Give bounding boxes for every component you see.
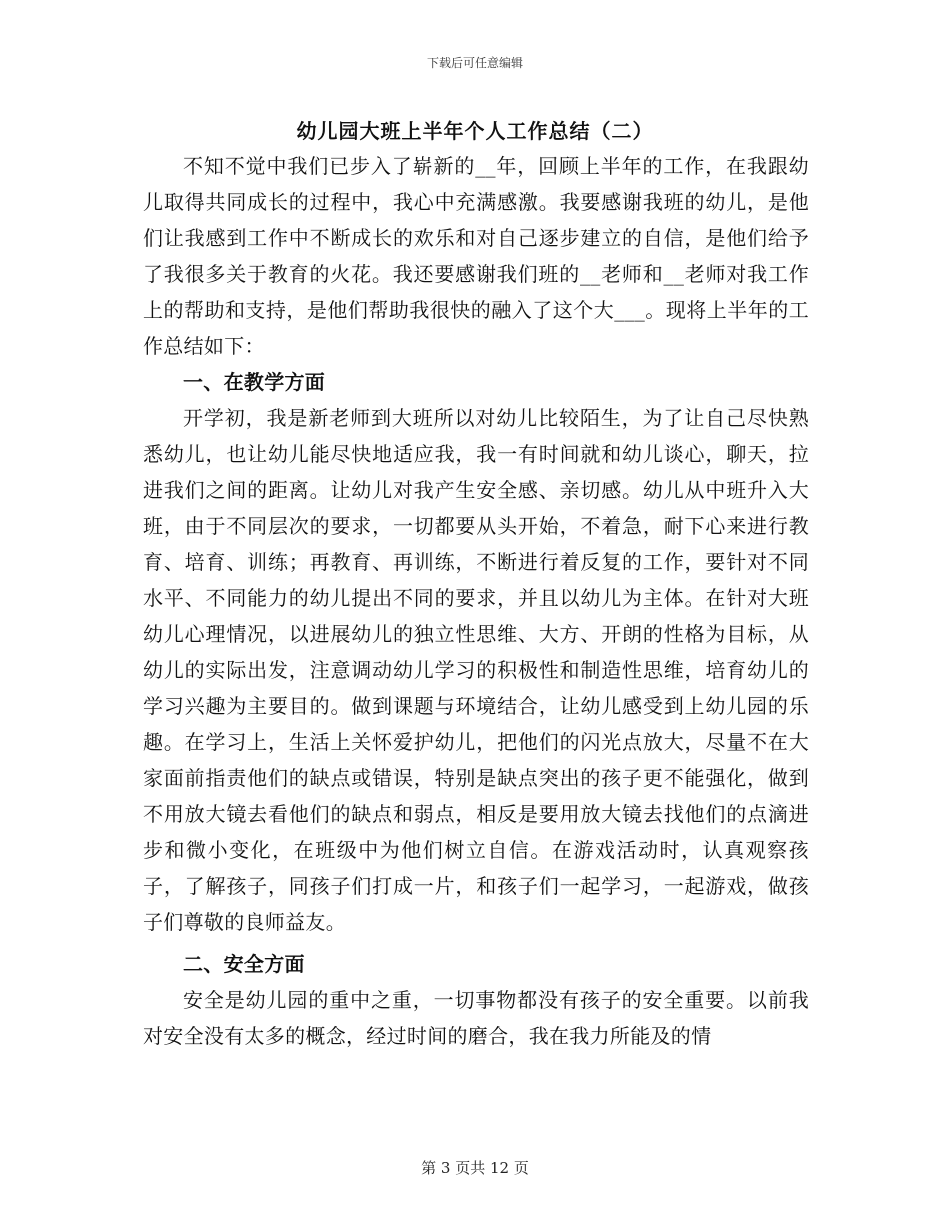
page-number-footer: 第 3 页共 12 页 xyxy=(421,1159,529,1177)
paragraph-safety: 安全是幼儿园的重中之重，一切事物都没有孩子的安全重要。以前我对安全没有太多的概念，经过时间的磨合，我在我力所能及的情 xyxy=(143,988,809,1048)
document-title: 幼儿园大班上半年个人工作总结（二） xyxy=(296,119,654,143)
paragraph-intro: 不知不觉中我们已步入了崭新的__年，回顾上半年的工作，在我跟幼儿取得共同成长的过程中，我心中充满感激。我要感谢我班的幼儿，是他们让我感到工作中不断成长的欢乐和对自己逐步建立的自信，是他们给予了我很多关于教育的火花。我还要感谢我们班的__老师和__老师对我工作上的帮助和支持，是他们帮助我很快的融入了这个大___。现将上半年的工作总结如下： xyxy=(143,154,809,358)
heading-safety: 二、安全方面 xyxy=(183,952,305,976)
document-body xyxy=(143,148,809,1054)
header-note: 下载后可任意编辑 xyxy=(426,56,523,70)
paragraph-teaching: 开学初，我是新老师到大班所以对幼儿比较陌生，为了让自己尽快熟悉幼儿，也让幼儿能尽快地适应我，我一有时间就和幼儿谈心，聊天，拉进我们之间的距离。让幼儿对我产生安全感、亲切感。幼儿从中班升入大班，由于不同层次的要求，一切都要从头开始，不着急，耐下心来进行教育、培育、训练；再教育、再训练，不断进行着反复的工作，要针对不同水平、不同能力的幼儿提出不同的要求，并且以幼儿为主体。在针对大班幼儿心理情况，以进展幼儿的独立性思维、大方、开朗的性格为目标，从幼儿的实际出发，注意调动幼儿学习的积极性和制造性思维，培育幼儿的学习兴趣为主要目的。做到课题与环境结合，让幼儿感受到上幼儿园的乐趣。在学习上，生活上关怀爱护幼儿，把他们的闪光点放大，尽量不在大家面前指责他们的缺点或错误，特别是缺点突出的孩子更不能强化，做到不用放大镜去看他们的缺点和弱点，相反是要用放大镜去找他们的点滴进步和微小变化，在班级中为他们树立自信。在游戏活动时，认真观察孩子，了解孩子，同孩子们打成一片，和孩子们一起学习，一起游戏，做孩子们尊敬的良师益友。 xyxy=(143,406,809,934)
heading-teaching: 一、在教学方面 xyxy=(183,370,326,394)
